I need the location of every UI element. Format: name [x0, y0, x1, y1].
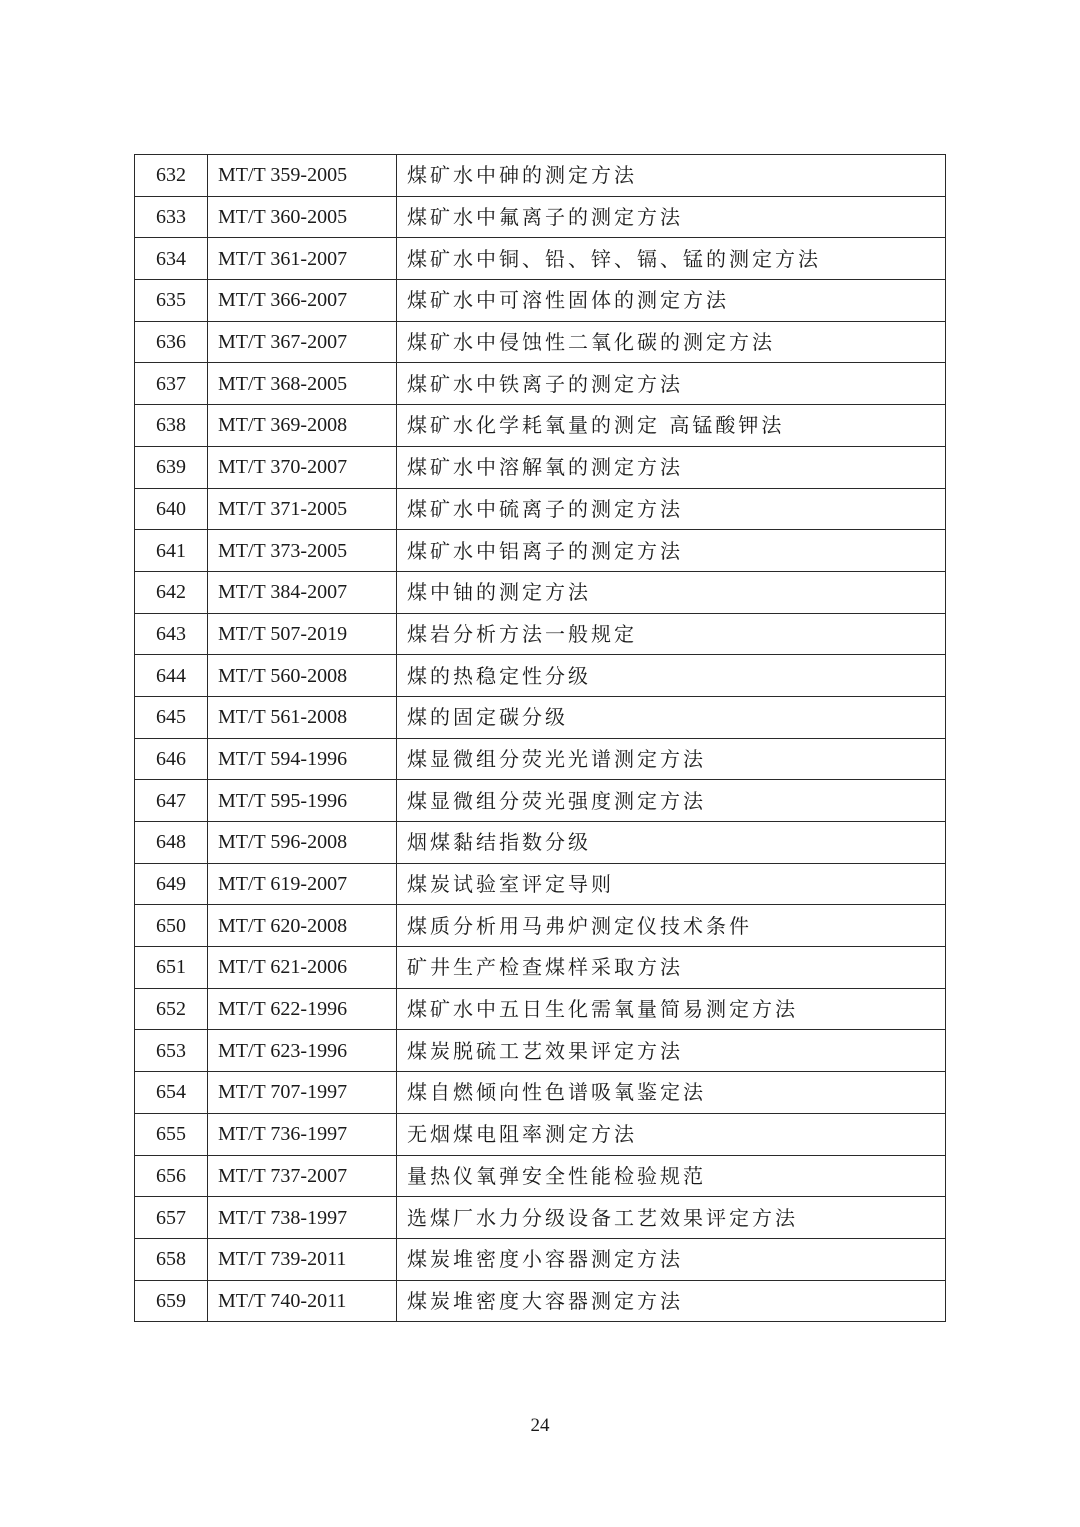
standard-code-cell: MT/T 507-2019	[208, 613, 397, 655]
standard-code-cell: MT/T 384-2007	[208, 571, 397, 613]
standard-code-cell: MT/T 561-2008	[208, 696, 397, 738]
standard-title-cell: 煤矿水中铁离子的测定方法	[397, 363, 946, 405]
standards-table-body	[135, 155, 946, 1322]
standard-title-cell: 无烟煤电阻率测定方法	[397, 1113, 946, 1155]
standard-title-cell: 煤矿水中硫离子的测定方法	[397, 488, 946, 530]
standard-title-cell: 煤岩分析方法一般规定	[397, 613, 946, 655]
row-number-cell: 647	[135, 780, 208, 822]
table-row	[135, 571, 946, 613]
standard-title-cell: 煤炭脱硫工艺效果评定方法	[397, 1030, 946, 1072]
standard-title-cell: 煤质分析用马弗炉测定仪技术条件	[397, 905, 946, 947]
page-number: 24	[530, 1415, 550, 1436]
standard-code-cell: MT/T 369-2008	[208, 405, 397, 447]
standard-title-cell: 煤矿水化学耗氧量的测定 高锰酸钾法	[397, 405, 946, 447]
standard-code-cell: MT/T 619-2007	[208, 863, 397, 905]
table-row	[135, 822, 946, 864]
standard-code-cell: MT/T 707-1997	[208, 1072, 397, 1114]
standard-title-cell: 矿井生产检查煤样采取方法	[397, 947, 946, 989]
standard-code-cell: MT/T 621-2006	[208, 947, 397, 989]
table-row	[135, 155, 946, 197]
standard-code-cell: MT/T 738-1997	[208, 1197, 397, 1239]
row-number-cell: 633	[135, 196, 208, 238]
standard-title-cell: 煤矿水中铝离子的测定方法	[397, 530, 946, 572]
standard-code-cell: MT/T 595-1996	[208, 780, 397, 822]
row-number-cell: 641	[135, 530, 208, 572]
standard-code-cell: MT/T 361-2007	[208, 238, 397, 280]
table-row	[135, 696, 946, 738]
row-number-cell: 643	[135, 613, 208, 655]
table-row	[135, 280, 946, 322]
row-number-cell: 642	[135, 571, 208, 613]
standard-title-cell: 煤显微组分荧光强度测定方法	[397, 780, 946, 822]
standard-code-cell: MT/T 367-2007	[208, 321, 397, 363]
standard-code-cell: MT/T 371-2005	[208, 488, 397, 530]
standard-title-cell: 烟煤黏结指数分级	[397, 822, 946, 864]
standard-title-cell: 煤矿水中氟离子的测定方法	[397, 196, 946, 238]
row-number-cell: 640	[135, 488, 208, 530]
standard-title-cell: 煤的固定碳分级	[397, 696, 946, 738]
standard-title-cell: 煤的热稳定性分级	[397, 655, 946, 697]
row-number-cell: 655	[135, 1113, 208, 1155]
standard-title-cell: 煤矿水中可溶性固体的测定方法	[397, 280, 946, 322]
table-row	[135, 1197, 946, 1239]
row-number-cell: 657	[135, 1197, 208, 1239]
row-number-cell: 638	[135, 405, 208, 447]
row-number-cell: 652	[135, 988, 208, 1030]
table-row	[135, 1280, 946, 1322]
standard-code-cell: MT/T 366-2007	[208, 280, 397, 322]
row-number-cell: 656	[135, 1155, 208, 1197]
standard-title-cell: 煤矿水中侵蚀性二氧化碳的测定方法	[397, 321, 946, 363]
table-row	[135, 405, 946, 447]
row-number-cell: 653	[135, 1030, 208, 1072]
table-row	[135, 446, 946, 488]
standard-title-cell: 煤显微组分荧光光谱测定方法	[397, 738, 946, 780]
standard-code-cell: MT/T 370-2007	[208, 446, 397, 488]
table-row	[135, 780, 946, 822]
standard-title-cell: 煤矿水中五日生化需氧量简易测定方法	[397, 988, 946, 1030]
row-number-cell: 659	[135, 1280, 208, 1322]
standard-title-cell: 量热仪氧弹安全性能检验规范	[397, 1155, 946, 1197]
row-number-cell: 658	[135, 1238, 208, 1280]
standards-table	[134, 154, 946, 1322]
table-row	[135, 738, 946, 780]
table-row	[135, 321, 946, 363]
standard-code-cell: MT/T 594-1996	[208, 738, 397, 780]
row-number-cell: 648	[135, 822, 208, 864]
row-number-cell: 634	[135, 238, 208, 280]
standard-code-cell: MT/T 736-1997	[208, 1113, 397, 1155]
standard-code-cell: MT/T 359-2005	[208, 155, 397, 197]
standard-code-cell: MT/T 739-2011	[208, 1238, 397, 1280]
standard-code-cell: MT/T 737-2007	[208, 1155, 397, 1197]
standard-code-cell: MT/T 560-2008	[208, 655, 397, 697]
row-number-cell: 651	[135, 947, 208, 989]
table-row	[135, 1030, 946, 1072]
standard-code-cell: MT/T 623-1996	[208, 1030, 397, 1072]
table-row	[135, 1113, 946, 1155]
table-row	[135, 530, 946, 572]
row-number-cell: 632	[135, 155, 208, 197]
table-row	[135, 947, 946, 989]
row-number-cell: 644	[135, 655, 208, 697]
table-row	[135, 196, 946, 238]
standard-code-cell: MT/T 622-1996	[208, 988, 397, 1030]
table-row	[135, 988, 946, 1030]
row-number-cell: 636	[135, 321, 208, 363]
standard-title-cell: 煤矿水中砷的测定方法	[397, 155, 946, 197]
standard-title-cell: 选煤厂水力分级设备工艺效果评定方法	[397, 1197, 946, 1239]
standard-title-cell: 煤矿水中溶解氧的测定方法	[397, 446, 946, 488]
standard-code-cell: MT/T 373-2005	[208, 530, 397, 572]
table-row	[135, 1238, 946, 1280]
table-row	[135, 655, 946, 697]
standard-title-cell: 煤中铀的测定方法	[397, 571, 946, 613]
table-row	[135, 905, 946, 947]
table-row	[135, 488, 946, 530]
standard-title-cell: 煤炭堆密度大容器测定方法	[397, 1280, 946, 1322]
standard-code-cell: MT/T 620-2008	[208, 905, 397, 947]
standard-code-cell: MT/T 740-2011	[208, 1280, 397, 1322]
standard-code-cell: MT/T 368-2005	[208, 363, 397, 405]
table-row	[135, 1072, 946, 1114]
row-number-cell: 645	[135, 696, 208, 738]
standard-code-cell: MT/T 360-2005	[208, 196, 397, 238]
row-number-cell: 637	[135, 363, 208, 405]
row-number-cell: 650	[135, 905, 208, 947]
table-row	[135, 863, 946, 905]
row-number-cell: 654	[135, 1072, 208, 1114]
row-number-cell: 639	[135, 446, 208, 488]
table-row	[135, 613, 946, 655]
row-number-cell: 649	[135, 863, 208, 905]
standard-title-cell: 煤矿水中铜、铅、锌、镉、锰的测定方法	[397, 238, 946, 280]
table-row	[135, 1155, 946, 1197]
standard-title-cell: 煤炭堆密度小容器测定方法	[397, 1238, 946, 1280]
table-row	[135, 363, 946, 405]
standard-title-cell: 煤炭试验室评定导则	[397, 863, 946, 905]
row-number-cell: 635	[135, 280, 208, 322]
row-number-cell: 646	[135, 738, 208, 780]
table-row	[135, 238, 946, 280]
standard-title-cell: 煤自燃倾向性色谱吸氧鉴定法	[397, 1072, 946, 1114]
standard-code-cell: MT/T 596-2008	[208, 822, 397, 864]
